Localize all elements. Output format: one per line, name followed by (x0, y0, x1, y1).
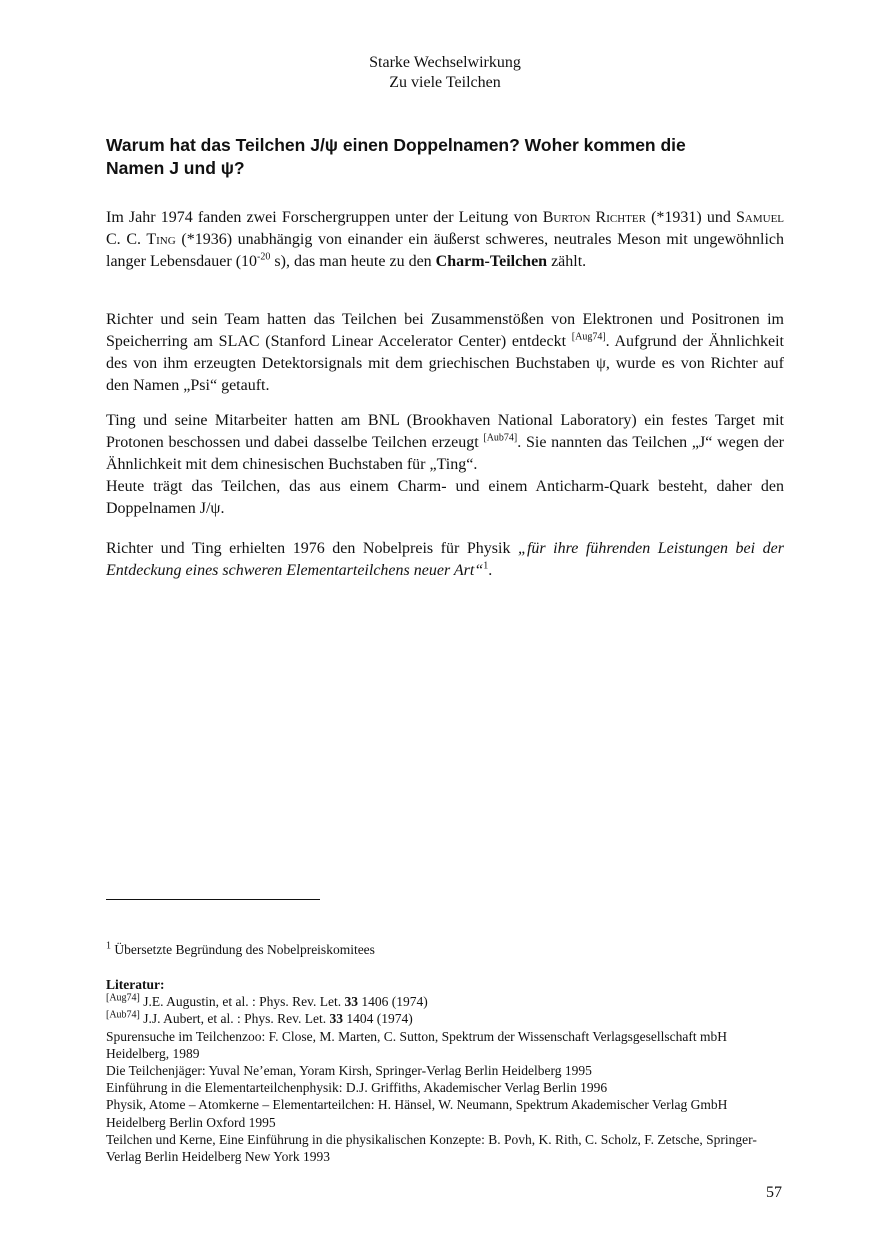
paragraph-ting (106, 410, 784, 520)
footnote (106, 941, 375, 959)
nobel-quote: „für ihre führenden Leistungen bei der Entdeckung eines schweren Elementarteilchens neuer Art“ (106, 540, 784, 579)
literature-heading: Literatur: (106, 977, 165, 992)
volume: 33 (344, 994, 359, 1010)
text-run: (*1931) und (645, 209, 736, 226)
person-name-ting: Samuel C. C. Ting (106, 209, 785, 248)
text-run: Heute trägt das Teilchen, das aus einem Charm- und einem Anticharm-Quark besteht, daher den Doppelnamen J/ψ. (106, 478, 784, 517)
book-reference: Die Teilchenjäger: Yuval Ne’eman, Yoram Kirsh, Springer-Verlag Berlin Heidelberg 1995 (106, 1063, 592, 1079)
text-run: Richter und sein Team hatten das Teilchen bei Zusammenstößen von Elektronen und Positronen im Speicherring am SLAC (Stanford Linear Accelerator Center) entdeckt (106, 311, 784, 350)
reference-aug74 (106, 993, 796, 1010)
footnote-number: 1 (106, 940, 111, 952)
person-name-richter: Burton Richter (542, 209, 646, 226)
text-run: J.E. Augustin, et al. : Phys. Rev. Let. (139, 994, 345, 1010)
text-run: . Aufgrund der Ähnlichkeit des von ihm erzeugten Detektorsignals mit dem griechischen Buchstaben ψ, wurde es von Richter auf den Namen „Psi“ getauft. (106, 333, 785, 394)
paragraph-richter (106, 309, 784, 397)
book-reference: Einführung in die Elementarteilchenphysik: D.J. Griffiths, Akademischer Verlag Berlin 1996 (106, 1080, 608, 1096)
text-run: (*1936) unabhängig von einander ein äußerst schweres, neutrales Meson mit ungewöhnlich langer Lebensdauer (10 (106, 231, 784, 270)
header-chapter: Starke Wechselwirkung (369, 54, 521, 71)
citation-aub74: [Aub74] (483, 432, 518, 444)
text-run: Im Jahr 1974 fanden zwei Forschergruppen unter der Leitung von (106, 209, 543, 226)
book-reference: Teilchen und Kerne, Eine Einführung in die physikalischen Konzepte: B. Povh, K. Rith, C. Scholz, F. Zetsche, Springer-Verlag Berlin Heidelberg New York 1993 (106, 1131, 757, 1165)
citation-aug74: [Aug74] (571, 331, 606, 343)
text-run: . (488, 562, 493, 579)
reference-key: [Aub74] (106, 1009, 140, 1021)
reference-aub74 (106, 1010, 796, 1027)
text-run: Ting und seine Mitarbeiter hatten am BNL (Brookhaven National Laboratory) ein festes Target mit Protonen beschossen und dabei dasselbe Teilchen erzeugt (106, 412, 784, 451)
question-heading (106, 134, 784, 180)
paragraph-nobel (106, 538, 784, 582)
paragraph-discovery (106, 207, 784, 273)
text-run: zählt. (547, 253, 587, 270)
text-run: 1406 (1974) (358, 994, 428, 1010)
exponent: -20 (257, 251, 271, 263)
literature-section (106, 976, 796, 1165)
reference-key: [Aug74] (106, 992, 140, 1004)
header-section: Zu viele Teilchen (389, 74, 501, 91)
footnote-text: Übersetzte Begründung des Nobelpreiskomitees (111, 942, 375, 957)
footnote-marker: 1 (483, 560, 489, 572)
page-header (0, 53, 890, 93)
text-run: Richter und Ting erhielten 1976 den Nobelpreis für Physik (106, 540, 519, 557)
text-run: . Sie nannten das Teilchen „J“ wegen der Ähnlichkeit mit dem chinesischen Buchstaben für „Ting“. (106, 434, 784, 473)
bold-term: Charm-Teilchen (435, 253, 548, 270)
book-reference: Physik, Atome – Atomkerne – Elementarteilchen: H. Hänsel, W. Neumann, Spektrum Akademischer Verlag GmbH Heidelberg Berlin Oxford 1995 (106, 1097, 728, 1130)
text-run: s), das man heute zu den (270, 253, 436, 270)
book-reference: Spurensuche im Teilchenzoo: F. Close, M. Marten, C. Sutton, Spektrum der Wissenschaft Verlagsgesellschaft mbH Heidelberg, 1989 (106, 1028, 727, 1061)
question-line-1: Warum hat das Teilchen J/ψ einen Doppelnamen? Woher kommen die (106, 135, 686, 155)
text-run: 1404 (1974) (343, 1011, 413, 1027)
footnote-divider (106, 899, 320, 900)
question-line-2: Namen J und ψ? (106, 158, 245, 178)
text-run: J.J. Aubert, et al. : Phys. Rev. Let. (139, 1011, 330, 1027)
volume: 33 (329, 1011, 343, 1027)
page-number: 57 (766, 1184, 782, 1201)
